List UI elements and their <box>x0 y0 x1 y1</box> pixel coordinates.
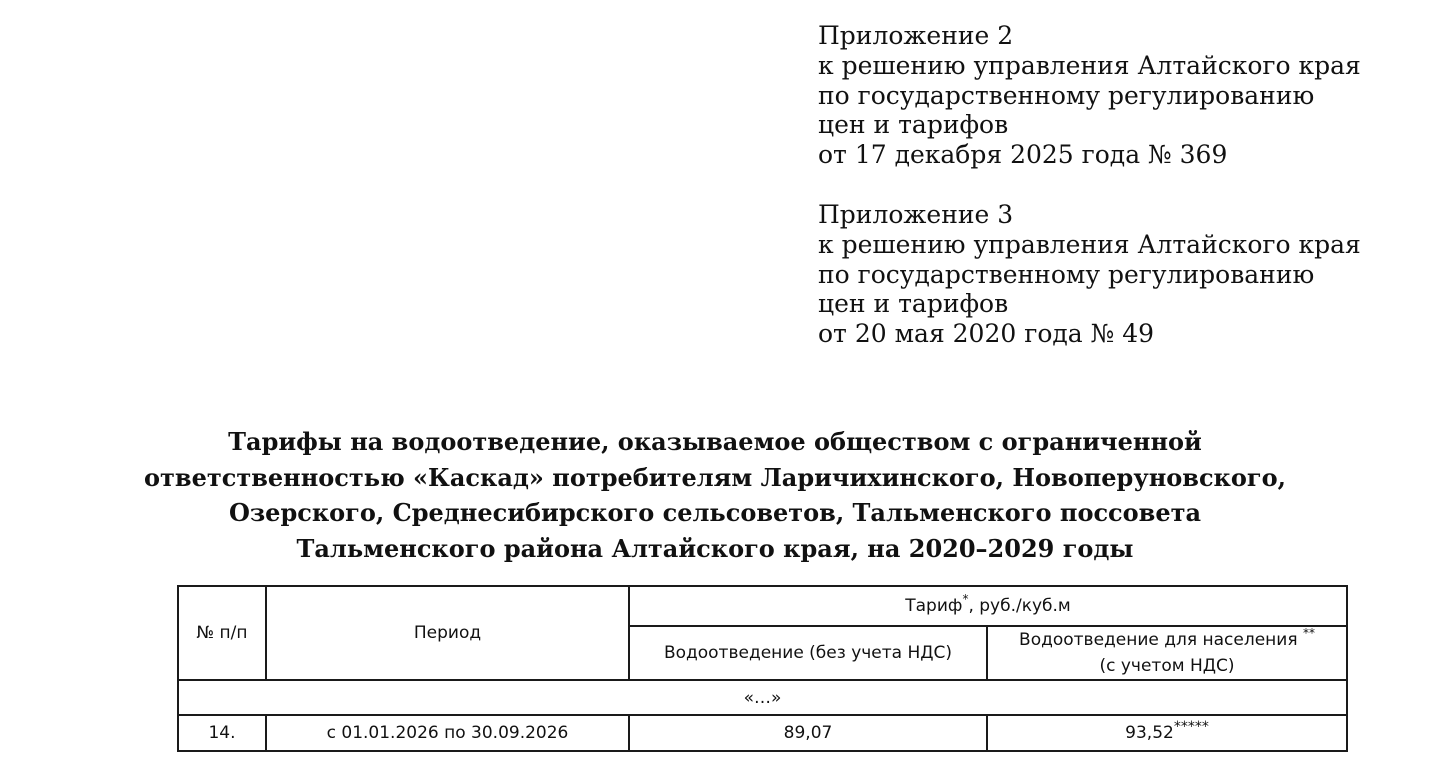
appendix-line: к решению управления Алтайского края <box>818 50 1361 80</box>
appendix-line: цен и тарифов <box>818 289 1009 319</box>
appendix-line: цен и тарифов <box>818 110 1009 140</box>
table-row-omitted <box>178 680 1347 715</box>
header-tariff <box>629 586 1347 626</box>
appendix-title: Приложение 2 <box>818 21 1014 50</box>
row-number: 14. <box>178 715 266 751</box>
header-number: № п/п <box>178 586 266 680</box>
header-sewerage-population <box>987 626 1347 680</box>
tariff-table <box>177 585 1348 752</box>
header-tariff-label: Тариф <box>905 596 963 616</box>
appendix-line: к решению управления Алтайского края <box>818 229 1361 259</box>
header-sewerage-no-vat: Водоотведение (без учета НДС) <box>629 626 987 680</box>
row-period: с 01.01.2026 по 30.09.2026 <box>266 715 629 751</box>
appendix-date-line: от 20 мая 2020 года № 49 <box>818 319 1155 349</box>
document-title-line: Тальменского района Алтайского края, на 2020–2029 годы <box>296 533 1134 563</box>
header-population-line1: Водоотведение для населения <box>1019 630 1298 650</box>
appendix-date-line: от 17 декабря 2025 года № 369 <box>818 140 1228 170</box>
appendix-line: по государственному регулированию <box>818 259 1315 289</box>
document-title-line: ответственностью «Каскад» потребителям Ларичихинского, Новоперуновского, <box>144 462 1286 492</box>
appendix-3-header <box>818 200 1361 349</box>
appendix-title: Приложение 3 <box>818 200 1014 229</box>
appendix-2-header <box>818 21 1361 170</box>
document-title-line: Озерского, Среднесибирского сельсоветов, Тальменского поссовета <box>228 498 1202 527</box>
document-title-line: Тарифы на водоотведение, оказываемое обществом с ограниченной <box>228 427 1202 456</box>
row-tariff-no-vat: 89,07 <box>629 715 987 751</box>
footnote-mark: ***** <box>1173 719 1209 735</box>
header-population-line2: (с учетом НДС) <box>1099 656 1235 676</box>
document-title <box>0 424 1430 566</box>
footnote-mark: * <box>962 592 969 606</box>
table-row <box>178 715 1347 751</box>
header-tariff-unit: , руб./куб.м <box>968 596 1071 616</box>
row-tariff-population <box>987 715 1347 751</box>
row-population-value: 93,52 <box>1125 723 1174 743</box>
header-period: Период <box>266 586 629 680</box>
omitted-marker: «…» <box>178 680 1347 715</box>
footnote-mark: ** <box>1302 626 1315 640</box>
appendix-line: по государственному регулированию <box>818 80 1315 110</box>
table-header-row <box>178 586 1347 626</box>
